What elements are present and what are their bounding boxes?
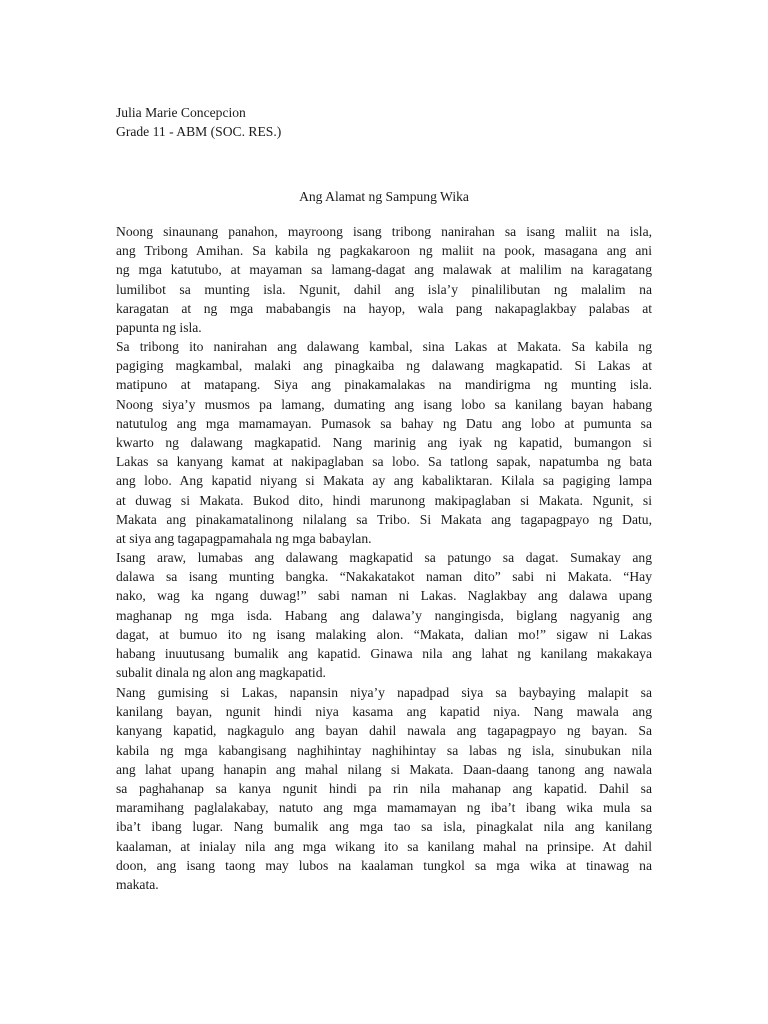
paragraph-1 — [116, 222, 652, 337]
paragraph-line: Noong siya’y musmos pa lamang, dumating ang isang lobo sa kanilang bayan habang — [116, 396, 652, 412]
paragraph-line: at siya ang tagapagpamahala ng mga babaylan. — [116, 530, 372, 546]
paragraph-line: ang lahat upang hanapin ang mahal nilang si Makata. Daan-daang tanong ang nawala — [116, 761, 652, 777]
paragraph-line: iba’t ibang lugar. Nang bumalik ang mga tao sa isla, pinagkalat nila ang kanilang — [116, 819, 652, 835]
paragraph-line: subalit dinala ng alon ang magkapatid. — [116, 665, 326, 681]
paragraph-line: Sa tribong ito nanirahan ang dalawang kambal, sina Lakas at Makata. Sa kabila ng — [116, 339, 652, 354]
paragraph-line: pagiging magkambal, malaki ang pinagkaiba ng dalawang magkapatid. Si Lakas at — [116, 358, 652, 374]
paragraph-line: habang inuutusang bumalik ang kapatid. Ginawa nila ang lahat ng kanilang makakaya — [116, 645, 652, 661]
paragraph-line: lumilibot sa munting isla. Ngunit, dahil ang isla’y pinalilibutan ng malalim na — [116, 281, 652, 297]
document-title: Ang Alamat ng Sampung Wika — [299, 189, 469, 204]
author-name: Julia Marie Concepcion — [116, 105, 246, 120]
paragraph-line: ang lobo. Ang kapatid niyang si Makata ay ang kabaliktaran. Kilala sa pagiging lampa — [116, 473, 652, 489]
paragraph-line: kabila ng mga kabangisang naghihintay naghihintay sa labas ng isla, sinubukan nila — [116, 742, 652, 758]
paragraph-line: Isang araw, lumabas ang dalawang magkapatid sa patungo sa dagat. Sumakay ang — [116, 550, 652, 565]
paragraph-line: dagat, at bumuo ito ng isang malaking alon. “Makata, dalian mo!” sigaw ni Lakas — [116, 626, 652, 642]
paragraph-line: Lakas sa kanyang kamat at nakipaglaban sa lobo. Sa tatlong sapak, napatumba ng bata — [116, 454, 652, 470]
paragraph-line: kwarto ng dalawang magkapatid. Nang marinig ang iyak ng kapatid, bumangon si — [116, 434, 652, 450]
paragraph-line: ng mga katutubo, at mayaman sa lamang-dagat ang malawak at malilim na karagatang — [116, 262, 652, 278]
paragraph-line: Noong sinaunang panahon, mayroong isang tribong nanirahan sa isang maliit na isla, — [116, 224, 652, 239]
paragraph-line: natutulog ang mga mamamayan. Pumasok sa bahay ng Datu ang lobo at pumunta sa — [116, 415, 652, 431]
grade-section: Grade 11 - ABM (SOC. RES.) — [116, 124, 282, 139]
paragraph-line: nako, wag ka ngang duwag!” sabi naman ni Lakas. Naglakbay ang dalawa upang — [116, 588, 652, 604]
paragraph-line: kanilang bayan, ngunit hindi niya kasama ang kapatid niya. Nang mawala ang — [116, 704, 652, 720]
paragraph-line: papunta ng isla. — [116, 319, 202, 335]
paragraph-3 — [116, 548, 652, 682]
paragraph-line: sa paghahanap sa kanya ngunit hindi pa rin nila mahanap ang kapatid. Dahil sa — [116, 780, 652, 796]
paragraph-line: kanyang kapatid, nagkagulo ang bayan dahil nawala ang tagapagpayo ng bayan. Sa — [116, 723, 652, 739]
paragraph-4 — [116, 683, 652, 894]
paragraph-line: at duwag si Makata. Bukod dito, hindi marunong makipaglaban si Makata. Ngunit, si — [116, 492, 652, 508]
paragraph-line: Makata ang pinakamatalinong nilalang sa Tribo. Si Makata ang tagapagpayo ng Datu, — [116, 511, 652, 527]
paragraph-line: ang Tribong Amihan. Sa kabila ng pagkakaroon ng maliit na pook, masagana ang ani — [116, 243, 652, 259]
paragraph-line: karagatan at ng mga mababangis na hayop, wala pang nakapaglakbay palabas at — [116, 300, 652, 316]
paragraph-line: doon, ang isang taong may lubos na kaalaman tungkol sa mga wika at tinawag na — [116, 857, 652, 873]
paragraph-line: dalawa sa isang munting bangka. “Nakakatakot naman dito” sabi ni Makata. “Hay — [116, 569, 652, 585]
paragraph-line: kaalaman, at inialay nila ang mga wikang ito sa kanilang mahal na prinsipe. At dahil — [116, 838, 652, 854]
paragraph-line: Nang gumising si Lakas, napansin niya’y napadpad siya sa baybaying malapit sa — [116, 685, 652, 700]
paragraph-line: maramihang paglalakabay, natuto ang mga mamamayan ng iba’t ibang wika mula sa — [116, 800, 652, 816]
paragraph-line: makata. — [116, 876, 159, 892]
paragraph-line: maghanap ng mga isda. Habang ang dalawa’y nangingisda, biglang nagyanig ang — [116, 607, 652, 623]
paragraph-line: matipuno at matapang. Siya ang pinakamalakas na mandirigma ng munting isla. — [116, 377, 652, 393]
paragraph-2 — [116, 337, 652, 548]
